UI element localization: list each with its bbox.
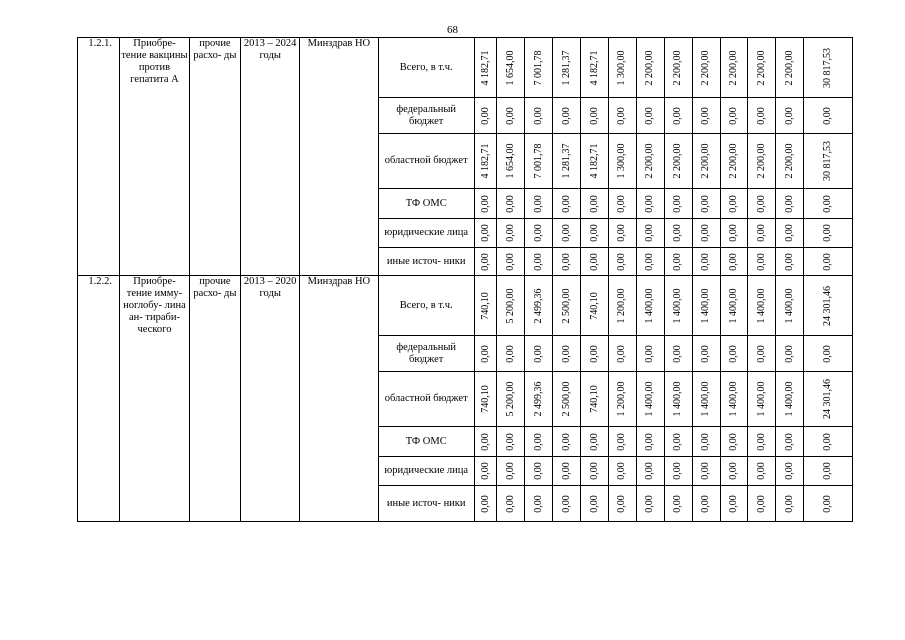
value-cell: 2 499,36 <box>532 288 544 323</box>
total-cell: 0,00 <box>822 432 834 451</box>
expense-type: прочие расхо- ды <box>189 276 241 522</box>
value-cell: 0,00 <box>728 432 740 451</box>
value-cell: 0,00 <box>588 252 600 271</box>
value-cell: 0,00 <box>479 224 491 242</box>
value-cell: 0,00 <box>504 432 516 451</box>
expense-type: прочие расхо- ды <box>189 38 241 276</box>
period: 2013 – 2024 годы <box>241 38 300 276</box>
source-label: федеральный бюджет <box>378 336 474 372</box>
value-cell: 0,00 <box>588 344 600 363</box>
value-cell: 0,00 <box>532 344 544 363</box>
executor: Минздрав НО <box>300 276 379 522</box>
value-cell: 0,00 <box>672 252 684 271</box>
value-cell: 0,00 <box>755 432 767 451</box>
source-label: ТФ ОМС <box>378 427 474 457</box>
value-cell: 0,00 <box>588 194 600 213</box>
value-cell: 0,00 <box>700 252 712 271</box>
period: 2013 – 2020 годы <box>241 276 300 522</box>
value-cell: 0,00 <box>504 494 516 513</box>
value-cell: 0,00 <box>755 252 767 271</box>
value-cell: 0,00 <box>644 432 656 451</box>
value-cell: 0,00 <box>560 494 572 513</box>
total-cell: 30 817,53 <box>822 141 834 181</box>
value-cell: 0,00 <box>783 344 795 363</box>
value-cell: 0,00 <box>588 432 600 451</box>
value-cell: 1 300,00 <box>616 143 628 179</box>
value-cell: 0,00 <box>672 224 684 242</box>
page-number: 68 <box>447 24 458 36</box>
value-cell: 1 281,37 <box>560 143 572 179</box>
value-cell: 2 200,00 <box>644 50 656 85</box>
source-label: юридические лица <box>378 457 474 486</box>
value-cell: 740,10 <box>479 291 491 320</box>
value-cell: 0,00 <box>755 106 767 125</box>
value-cell: 0,00 <box>532 432 544 451</box>
value-cell: 0,00 <box>616 224 628 242</box>
value-cell: 1 300,00 <box>616 50 628 85</box>
value-cell: 0,00 <box>783 432 795 451</box>
total-cell: 0,00 <box>822 252 834 271</box>
value-cell: 2 200,00 <box>783 143 795 179</box>
value-cell: 1 281,37 <box>560 50 572 85</box>
value-cell: 0,00 <box>644 224 656 242</box>
value-cell: 0,00 <box>755 194 767 213</box>
value-cell: 0,00 <box>755 462 767 480</box>
value-cell: 0,00 <box>644 252 656 271</box>
value-cell: 0,00 <box>700 494 712 513</box>
value-cell: 2 500,00 <box>560 288 572 323</box>
value-cell: 1 200,00 <box>616 288 628 323</box>
value-cell: 1 400,00 <box>783 288 795 323</box>
value-cell: 1 654,00 <box>504 143 516 179</box>
value-cell: 4 182,71 <box>588 50 600 85</box>
value-cell: 4 182,71 <box>588 143 600 179</box>
value-cell: 0,00 <box>755 224 767 242</box>
value-cell: 1 400,00 <box>783 381 795 417</box>
source-label: Всего, в т.ч. <box>378 276 474 336</box>
value-cell: 5 200,00 <box>504 381 516 417</box>
value-cell: 2 500,00 <box>560 381 572 417</box>
item-name: Приобре- тение вакцины против гепатита А <box>120 38 189 276</box>
value-cell: 0,00 <box>560 344 572 363</box>
value-cell: 0,00 <box>479 194 491 213</box>
value-cell: 2 200,00 <box>644 143 656 179</box>
total-cell: 24 301,46 <box>822 285 834 326</box>
value-cell: 0,00 <box>783 106 795 125</box>
value-cell: 7 001,78 <box>532 143 544 179</box>
value-cell: 2 499,36 <box>532 381 544 417</box>
value-cell: 4 182,71 <box>479 50 491 85</box>
value-cell: 2 200,00 <box>728 143 740 179</box>
value-cell: 0,00 <box>560 432 572 451</box>
value-cell: 0,00 <box>755 494 767 513</box>
total-cell: 24 301,46 <box>822 379 834 419</box>
value-cell: 0,00 <box>672 494 684 513</box>
value-cell: 0,00 <box>479 494 491 513</box>
value-cell: 0,00 <box>700 224 712 242</box>
value-cell: 0,00 <box>532 494 544 513</box>
total-cell: 0,00 <box>822 344 834 363</box>
value-cell: 0,00 <box>783 224 795 242</box>
value-cell: 740,10 <box>588 291 600 320</box>
value-cell: 0,00 <box>616 252 628 271</box>
value-cell: 0,00 <box>755 344 767 363</box>
value-cell: 1 400,00 <box>644 381 656 417</box>
value-cell: 0,00 <box>560 194 572 213</box>
value-cell: 740,10 <box>588 385 600 413</box>
value-cell: 0,00 <box>616 462 628 480</box>
value-cell: 0,00 <box>644 344 656 363</box>
item-number: 1.2.1. <box>78 38 120 276</box>
total-cell: 0,00 <box>822 224 834 242</box>
value-cell: 0,00 <box>479 462 491 480</box>
value-cell: 0,00 <box>532 106 544 125</box>
value-cell: 0,00 <box>728 494 740 513</box>
total-cell: 0,00 <box>822 462 834 480</box>
value-cell: 1 200,00 <box>616 381 628 417</box>
value-cell: 0,00 <box>644 494 656 513</box>
value-cell: 0,00 <box>504 344 516 363</box>
value-cell: 0,00 <box>504 252 516 271</box>
table-row <box>78 38 853 98</box>
value-cell: 1 400,00 <box>644 288 656 323</box>
source-label: ТФ ОМС <box>378 189 474 219</box>
total-cell: 0,00 <box>822 194 834 213</box>
executor: Минздрав НО <box>300 38 379 276</box>
value-cell: 0,00 <box>504 106 516 125</box>
value-cell: 0,00 <box>644 194 656 213</box>
value-cell: 0,00 <box>672 344 684 363</box>
value-cell: 740,10 <box>479 385 491 413</box>
value-cell: 0,00 <box>672 194 684 213</box>
value-cell: 0,00 <box>588 106 600 125</box>
budget-table <box>77 37 853 522</box>
value-cell: 2 200,00 <box>672 50 684 85</box>
value-cell: 0,00 <box>616 106 628 125</box>
value-cell: 0,00 <box>783 194 795 213</box>
value-cell: 0,00 <box>728 462 740 480</box>
value-cell: 0,00 <box>560 224 572 242</box>
value-cell: 2 200,00 <box>672 143 684 179</box>
value-cell: 0,00 <box>700 344 712 363</box>
value-cell: 1 400,00 <box>755 381 767 417</box>
value-cell: 0,00 <box>532 252 544 271</box>
value-cell: 0,00 <box>504 194 516 213</box>
value-cell: 2 200,00 <box>700 143 712 179</box>
value-cell: 0,00 <box>728 194 740 213</box>
value-cell: 4 182,71 <box>479 143 491 179</box>
value-cell: 0,00 <box>644 462 656 480</box>
value-cell: 2 200,00 <box>783 50 795 85</box>
value-cell: 1 654,00 <box>504 50 516 85</box>
item-name: Приобре- тение иммy- ноглобу- лина ан- тираби- ческого <box>120 276 189 522</box>
value-cell: 0,00 <box>700 462 712 480</box>
value-cell: 0,00 <box>560 106 572 125</box>
value-cell: 0,00 <box>700 432 712 451</box>
value-cell: 2 200,00 <box>700 50 712 85</box>
value-cell: 0,00 <box>616 494 628 513</box>
source-label: иные источ- ники <box>378 248 474 276</box>
total-cell: 30 817,53 <box>822 47 834 88</box>
table-row <box>78 276 853 336</box>
value-cell: 0,00 <box>700 106 712 125</box>
value-cell: 0,00 <box>783 252 795 271</box>
value-cell: 0,00 <box>672 432 684 451</box>
value-cell: 0,00 <box>616 194 628 213</box>
value-cell: 0,00 <box>672 462 684 480</box>
value-cell: 1 400,00 <box>700 288 712 323</box>
value-cell: 0,00 <box>532 224 544 242</box>
value-cell: 0,00 <box>783 462 795 480</box>
value-cell: 0,00 <box>672 106 684 125</box>
value-cell: 7 001,78 <box>532 50 544 85</box>
value-cell: 1 400,00 <box>672 381 684 417</box>
source-label: федеральный бюджет <box>378 98 474 134</box>
value-cell: 1 400,00 <box>728 288 740 323</box>
value-cell: 0,00 <box>504 224 516 242</box>
total-cell: 0,00 <box>822 106 834 125</box>
value-cell: 0,00 <box>479 106 491 125</box>
value-cell: 0,00 <box>616 432 628 451</box>
value-cell: 0,00 <box>728 344 740 363</box>
value-cell: 5 200,00 <box>504 288 516 323</box>
value-cell: 0,00 <box>588 494 600 513</box>
value-cell: 0,00 <box>728 106 740 125</box>
value-cell: 0,00 <box>728 252 740 271</box>
value-cell: 0,00 <box>700 194 712 213</box>
value-cell: 2 200,00 <box>728 50 740 85</box>
value-cell: 0,00 <box>504 462 516 480</box>
value-cell: 0,00 <box>479 252 491 271</box>
value-cell: 0,00 <box>588 462 600 480</box>
value-cell: 0,00 <box>532 462 544 480</box>
value-cell: 1 400,00 <box>672 288 684 323</box>
value-cell: 0,00 <box>728 224 740 242</box>
value-cell: 0,00 <box>644 106 656 125</box>
value-cell: 0,00 <box>783 494 795 513</box>
total-cell: 0,00 <box>822 494 834 513</box>
value-cell: 0,00 <box>588 224 600 242</box>
source-label: областной бюджет <box>378 372 474 427</box>
value-cell: 0,00 <box>532 194 544 213</box>
value-cell: 2 200,00 <box>755 143 767 179</box>
source-label: юридические лица <box>378 219 474 248</box>
item-number: 1.2.2. <box>78 276 120 522</box>
source-label: областной бюджет <box>378 134 474 189</box>
value-cell: 0,00 <box>560 462 572 480</box>
value-cell: 0,00 <box>479 432 491 451</box>
value-cell: 0,00 <box>560 252 572 271</box>
value-cell: 1 400,00 <box>755 288 767 323</box>
value-cell: 1 400,00 <box>700 381 712 417</box>
value-cell: 0,00 <box>616 344 628 363</box>
value-cell: 0,00 <box>479 344 491 363</box>
value-cell: 2 200,00 <box>755 50 767 85</box>
source-label: иные источ- ники <box>378 486 474 522</box>
value-cell: 1 400,00 <box>728 381 740 417</box>
source-label: Всего, в т.ч. <box>378 38 474 98</box>
